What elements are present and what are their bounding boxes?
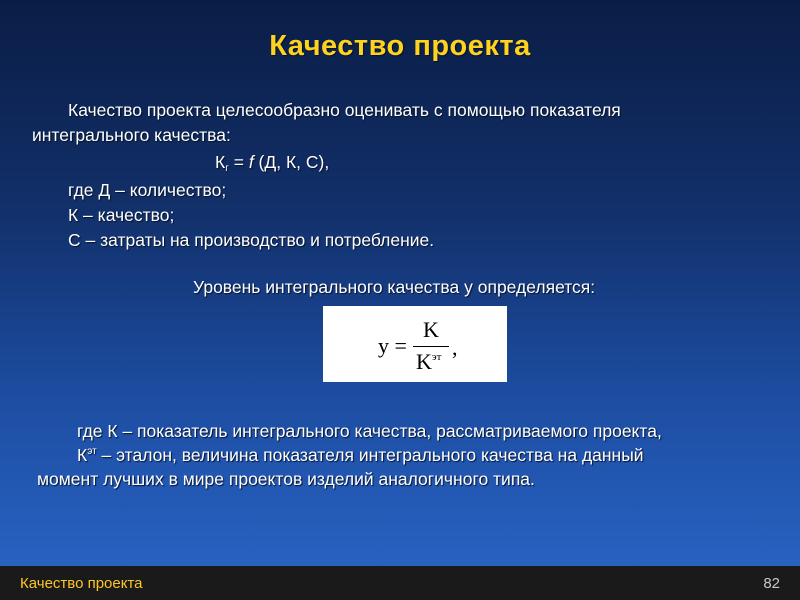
formula-k-subscript: г — [225, 163, 229, 174]
intro-line-1: Качество проекта целесообразно оценивать с помощью показателя — [68, 100, 621, 120]
where-line-d: где Д – количество; — [68, 180, 227, 200]
formula-box — [323, 306, 507, 382]
explanation-k: К — [77, 445, 88, 465]
where-line-k: К – качество; — [68, 205, 175, 225]
explanation-line-3: момент лучших в мире проектов изделий аналогичного типа. — [37, 469, 535, 489]
formula-denominator — [416, 349, 441, 375]
where-line-c: С – затраты на производство и потребление. — [68, 230, 435, 250]
formula-numerator: K — [423, 317, 439, 342]
page-number: 82 — [763, 575, 780, 592]
formula-lhs: y = — [378, 333, 407, 358]
formula-equals: = — [228, 152, 249, 172]
explanation-k-sup: эт — [87, 446, 97, 457]
formula-k: К — [215, 152, 226, 172]
slide-title: Качество проекта — [269, 30, 531, 62]
formula-denominator-k: K — [416, 349, 432, 374]
formula-f: f — [248, 152, 254, 172]
explanation-line-1: где К – показатель интегрального качества, рассматриваемого проекта, — [77, 421, 662, 441]
formula-denominator-sup: эт — [431, 351, 442, 363]
level-text: Уровень интегрального качества у определяется: — [193, 277, 596, 297]
explanation-line-2 — [77, 445, 644, 466]
formula-args: (Д, К, С), — [253, 152, 330, 172]
fraction-line — [413, 346, 449, 347]
explanation-rest: – эталон, величина показателя интегрального качества на данный — [96, 445, 644, 465]
intro-line-2: интегрального качества: — [32, 125, 231, 145]
footer-title: Качество проекта — [20, 575, 143, 592]
formula-integral-quality — [215, 152, 329, 174]
formula-comma: , — [452, 335, 458, 360]
